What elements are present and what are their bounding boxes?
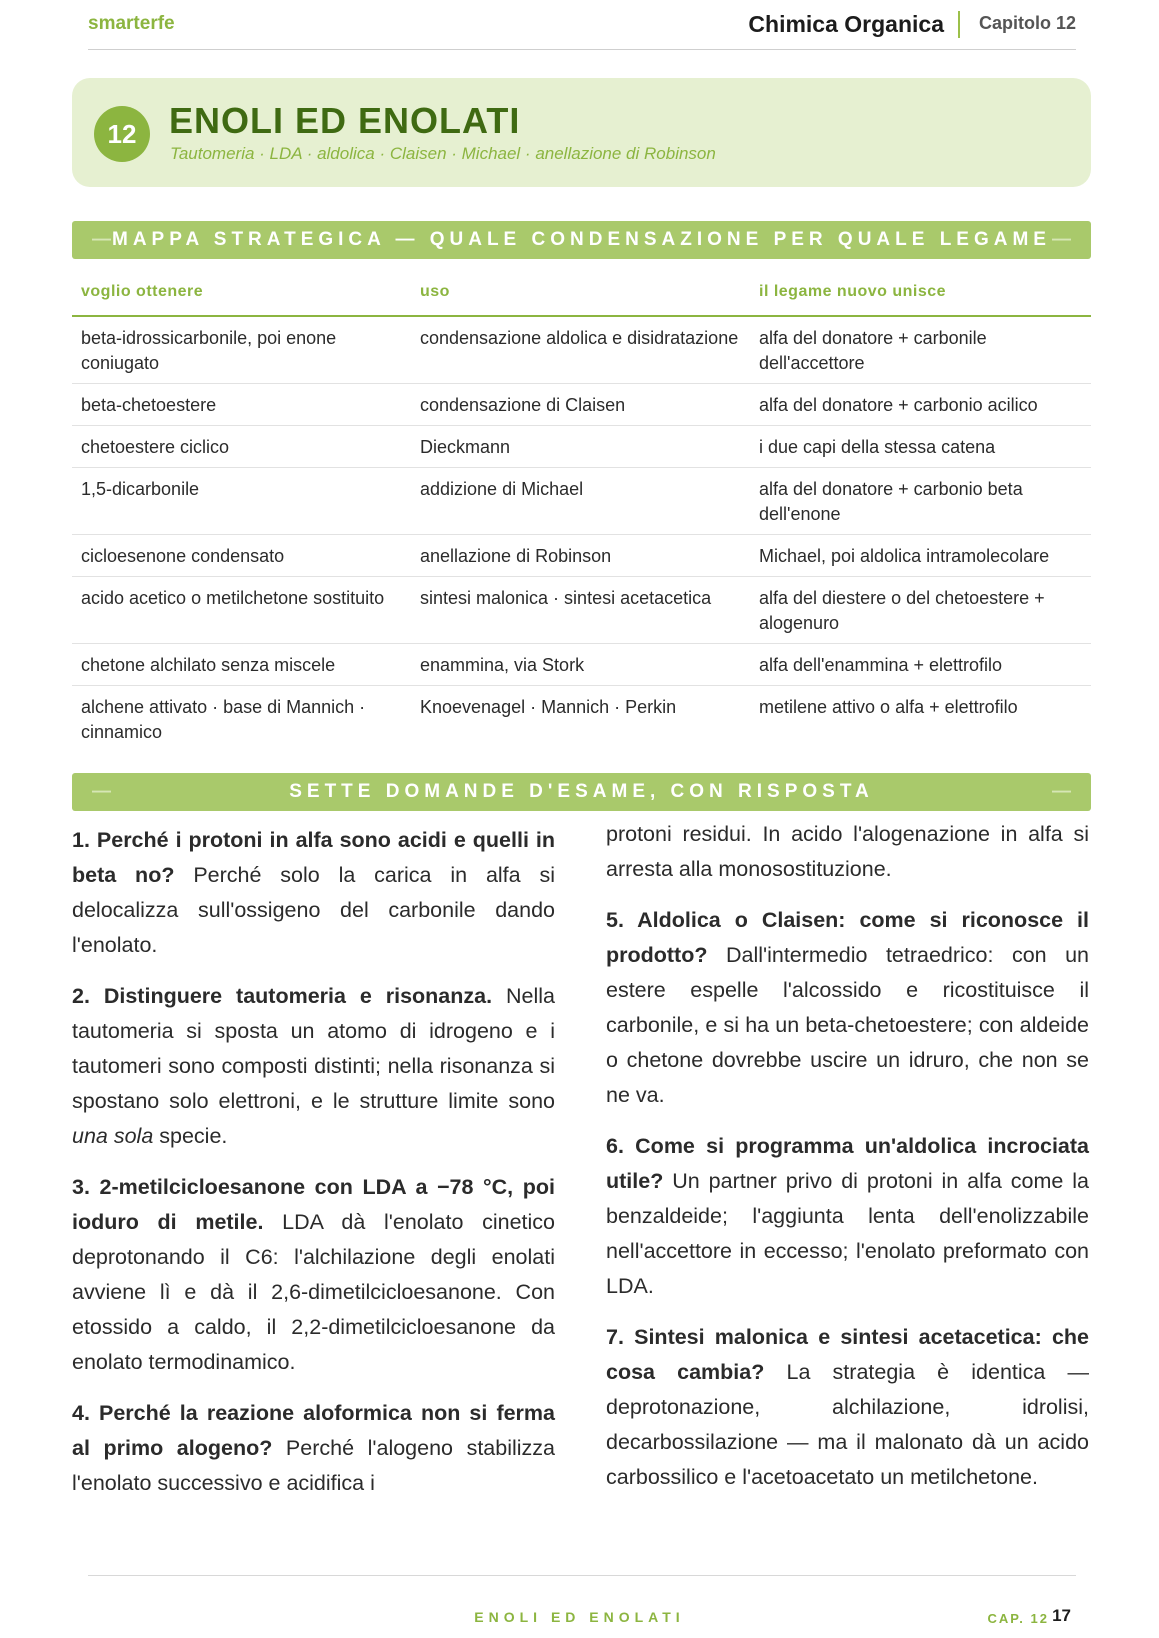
column-header-bond: il legame nuovo unisce bbox=[750, 271, 1091, 316]
question-text: 3. 2-metilcicloesanone con LDA a −78 °C, poi ioduro di metile. bbox=[72, 1175, 555, 1234]
table-row bbox=[72, 577, 1091, 644]
table-cell: i due capi della stessa catena bbox=[750, 426, 1091, 468]
page-header bbox=[88, 0, 1076, 50]
answer-text: LDA dà l'enolato cinetico deprotonando il C6: l'alchilazione degli enolati avviene lì e dà il 2,6-dimetilcicloesanone. Con etossido a caldo, il 2,2-dimetilcicloesanone da enolato termodinamico. bbox=[72, 1210, 555, 1374]
answer-emphasis: una sola bbox=[72, 1124, 154, 1148]
question-text: 1. Perché i protoni in alfa sono acidi e quelli in beta no? bbox=[72, 828, 555, 887]
table-cell: enammina, via Stork bbox=[411, 644, 750, 686]
table-cell: alfa dell'enammina + elettrofilo bbox=[750, 644, 1091, 686]
qa-column-left bbox=[72, 823, 555, 1517]
question-text: 6. Come si programma un'aldolica incrociata utile? bbox=[606, 1134, 1089, 1193]
column-header-goal: voglio ottenere bbox=[72, 271, 411, 316]
answer-text: specie. bbox=[153, 1124, 228, 1148]
table-row bbox=[72, 644, 1091, 686]
table-cell: alfa del donatore + carbonile dell'accettore bbox=[750, 316, 1091, 384]
chapter-number-badge: 12 bbox=[94, 106, 150, 162]
question-text: 4. Perché la reazione aloformica non si ferma al primo alogeno? bbox=[72, 1401, 555, 1460]
qa-item bbox=[72, 979, 555, 1154]
footer-chapter: CAP. 12 bbox=[987, 1611, 1049, 1626]
table-cell: condensazione aldolica e disidratazione bbox=[411, 316, 750, 384]
qa-item bbox=[606, 1129, 1089, 1304]
footer-divider bbox=[88, 1575, 1076, 1576]
qa-item bbox=[606, 1320, 1089, 1495]
qa-item bbox=[72, 1170, 555, 1380]
table-cell: acido acetico o metilchetone sostituito bbox=[72, 577, 411, 644]
table-cell: alchene attivato · base di Mannich · cinnamico bbox=[81, 697, 366, 742]
table-cell: chetoestere ciclico bbox=[72, 426, 411, 468]
table-cell: 1,5-dicarbonile bbox=[72, 468, 411, 535]
chapter-banner bbox=[72, 78, 1091, 187]
answer-text: Dall'intermedio tetraedrico: con un estere espelle l'alcossido e ricostituisce il carbonile, e si ha un beta-chetoestere; con aldeide o chetone dovrebbe uscire un idruro, che non se ne va. bbox=[606, 943, 1089, 1107]
table-header-row bbox=[72, 271, 1091, 316]
table-cell: beta-idrossicarbonile, poi enone coniugato bbox=[72, 316, 411, 384]
question-text: 5. Aldolica o Claisen: come si riconosce il prodotto? bbox=[606, 908, 1089, 967]
chapter-title: ENOLI ED ENOLATI bbox=[169, 100, 521, 141]
table-cell: Knoevenagel · Mannich · Perkin bbox=[420, 697, 677, 717]
brand-name: smarterfe bbox=[88, 13, 175, 34]
table-row bbox=[72, 468, 1091, 535]
page-number: 17 bbox=[1052, 1606, 1071, 1625]
table-row bbox=[72, 426, 1091, 468]
question-text: 2. Distinguere tautomeria e risonanza. bbox=[72, 984, 493, 1008]
table-row bbox=[72, 384, 1091, 426]
qa-column-right bbox=[606, 817, 1089, 1511]
answer-text: Nella tautomeria si sposta un atomo di idrogeno e i tautomeri sono composti distinti; nella risonanza si spostano solo elettroni, e le strutture limite sono bbox=[72, 984, 555, 1113]
qa-item bbox=[606, 903, 1089, 1113]
answer-text: protoni residui. In acido l'alogenazione in alfa si arresta alla monosostituzione. bbox=[606, 822, 1089, 881]
table-cell: Dieckmann bbox=[411, 426, 750, 468]
book-title: Chimica Organica bbox=[748, 11, 944, 37]
answer-text: Perché l'alogeno stabilizza l'enolato successivo e acidifica i bbox=[72, 1436, 555, 1495]
table-cell: chetone alchilato senza miscele bbox=[72, 644, 411, 686]
column-header-method: uso bbox=[411, 271, 750, 316]
table-cell: anellazione di Robinson bbox=[411, 535, 750, 577]
table-cell: alfa del donatore + carbonio acilico bbox=[750, 384, 1091, 426]
table-row bbox=[72, 686, 1091, 753]
table-row bbox=[72, 316, 1091, 384]
strategy-table bbox=[72, 271, 1091, 752]
table-cell: alfa del donatore + carbonio beta dell'enone bbox=[750, 468, 1091, 535]
table-cell: cicloesenone condensato bbox=[72, 535, 411, 577]
qa-item-continued bbox=[606, 817, 1089, 887]
table-row bbox=[72, 535, 1091, 577]
qa-section-title: SETTE DOMANDE D'ESAME, CON RISPOSTA bbox=[289, 781, 874, 802]
qa-section-bar: — SETTE DOMANDE D'ESAME, CON RISPOSTA — bbox=[72, 773, 1091, 811]
footer-title: ENOLI ED ENOLATI bbox=[474, 1609, 685, 1625]
answer-text: Un partner privo di protoni in alfa come la benzaldeide; l'aggiunta lenta dell'enolizzabile nell'accettore in eccesso; l'enolato preformato con LDA. bbox=[606, 1169, 1089, 1298]
table-cell: alfa del diestere o del chetoestere + alogenuro bbox=[750, 577, 1091, 644]
table-cell: addizione di Michael bbox=[411, 468, 750, 535]
table-cell: beta-chetoestere bbox=[72, 384, 411, 426]
question-text: 7. Sintesi malonica e sintesi acetacetica: che cosa cambia? bbox=[606, 1325, 1089, 1384]
strategy-section-title: MAPPA STRATEGICA — QUALE CONDENSAZIONE PER QUALE LEGAME bbox=[112, 229, 1051, 250]
strategy-section-bar: — MAPPA STRATEGICA — QUALE CONDENSAZIONE PER QUALE LEGAME — bbox=[72, 221, 1091, 259]
table-cell: sintesi malonica · sintesi acetacetica bbox=[411, 577, 750, 644]
table-cell: condensazione di Claisen bbox=[411, 384, 750, 426]
header-divider bbox=[958, 11, 960, 38]
chapter-subtitle: Tautomeria · LDA · aldolica · Claisen · Michael · anellazione di Robinson bbox=[170, 144, 716, 163]
table-cell: metilene attivo o alfa + elettrofilo bbox=[759, 697, 1018, 717]
chapter-reference: Capitolo 12 bbox=[978, 13, 1076, 33]
table-cell: Michael, poi aldolica intramolecolare bbox=[750, 535, 1091, 577]
qa-item bbox=[72, 1396, 555, 1501]
qa-item bbox=[72, 823, 555, 963]
answer-text: Perché solo la carica in alfa si delocalizza sull'ossigeno del carbonile dando l'enolato. bbox=[72, 863, 555, 957]
answer-text: La strategia è identica — deprotonazione, alchilazione, idrolisi, decarbossilazione — ma il malonato dà un acido carbossilico e l'acetoacetato un metilchetone. bbox=[606, 1360, 1089, 1489]
